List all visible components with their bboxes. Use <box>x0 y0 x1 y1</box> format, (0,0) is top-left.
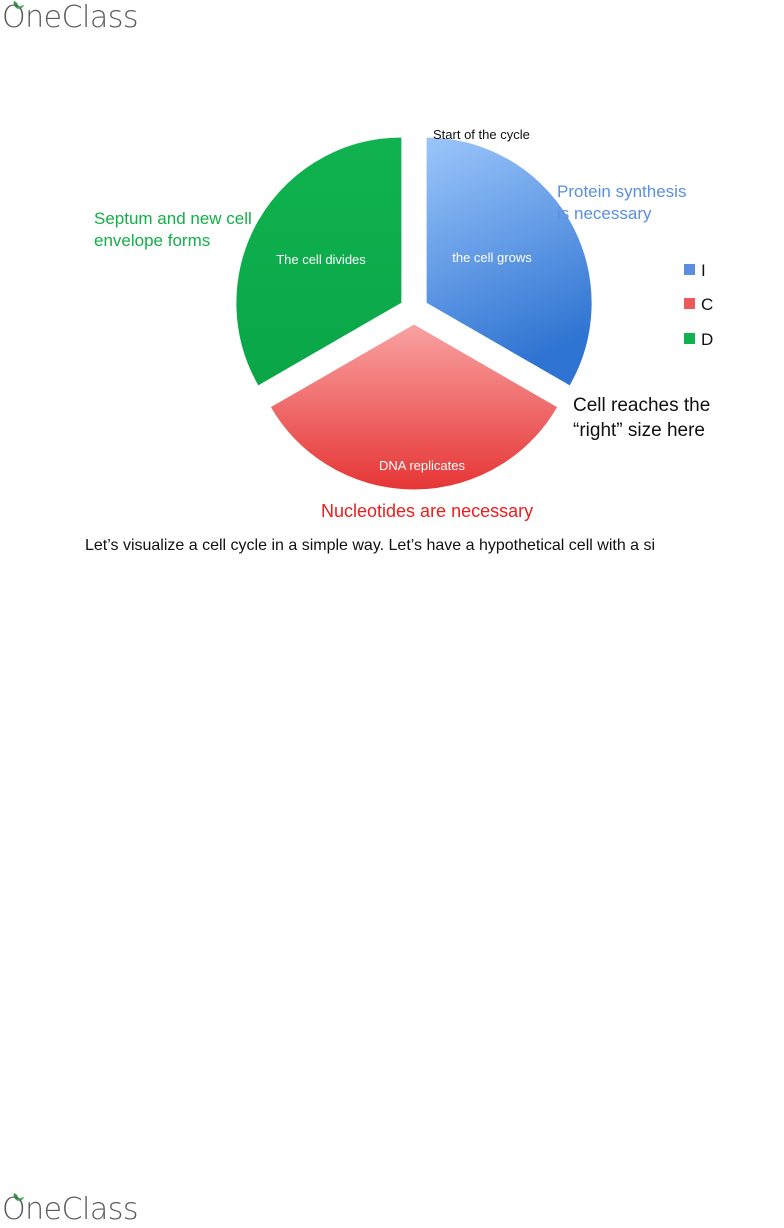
annotation-septum-line1: Septum and new cell <box>94 209 252 228</box>
annotation-size-line2: “right” size here <box>573 420 705 441</box>
legend-swatch-C <box>684 298 695 309</box>
slice-label-D: The cell divides <box>276 252 366 267</box>
legend-label-D: D <box>701 330 714 349</box>
annotation-protein-line1: Protein synthesis <box>557 182 687 201</box>
annotation-start-of-cycle: Start of the cycle <box>433 127 530 142</box>
annotation-protein-line2: is necessary <box>557 204 652 223</box>
cell-cycle-pie-chart <box>0 0 784 600</box>
logo-text: OneClass <box>2 0 139 35</box>
legend-swatch-D <box>684 333 695 344</box>
slice-label-C: DNA replicates <box>379 458 465 473</box>
annotation-septum-line2: envelope forms <box>94 231 211 250</box>
legend <box>684 261 713 349</box>
oneclass-logo-bottom <box>2 1192 162 1228</box>
logo-text: OneClass <box>2 1192 139 1227</box>
body-text-caption: Let’s visualize a cell cycle in a simple way. Let’s have a hypothetical cell with a si <box>85 537 656 554</box>
annotation-nucleotides: Nucleotides are necessary <box>321 501 534 521</box>
annotation-size-line1: Cell reaches the <box>573 395 711 416</box>
slice-label-I: the cell grows <box>452 250 532 265</box>
legend-label-C: C <box>701 295 714 314</box>
legend-swatch-I <box>684 264 695 275</box>
legend-label-I: I <box>701 261 706 280</box>
